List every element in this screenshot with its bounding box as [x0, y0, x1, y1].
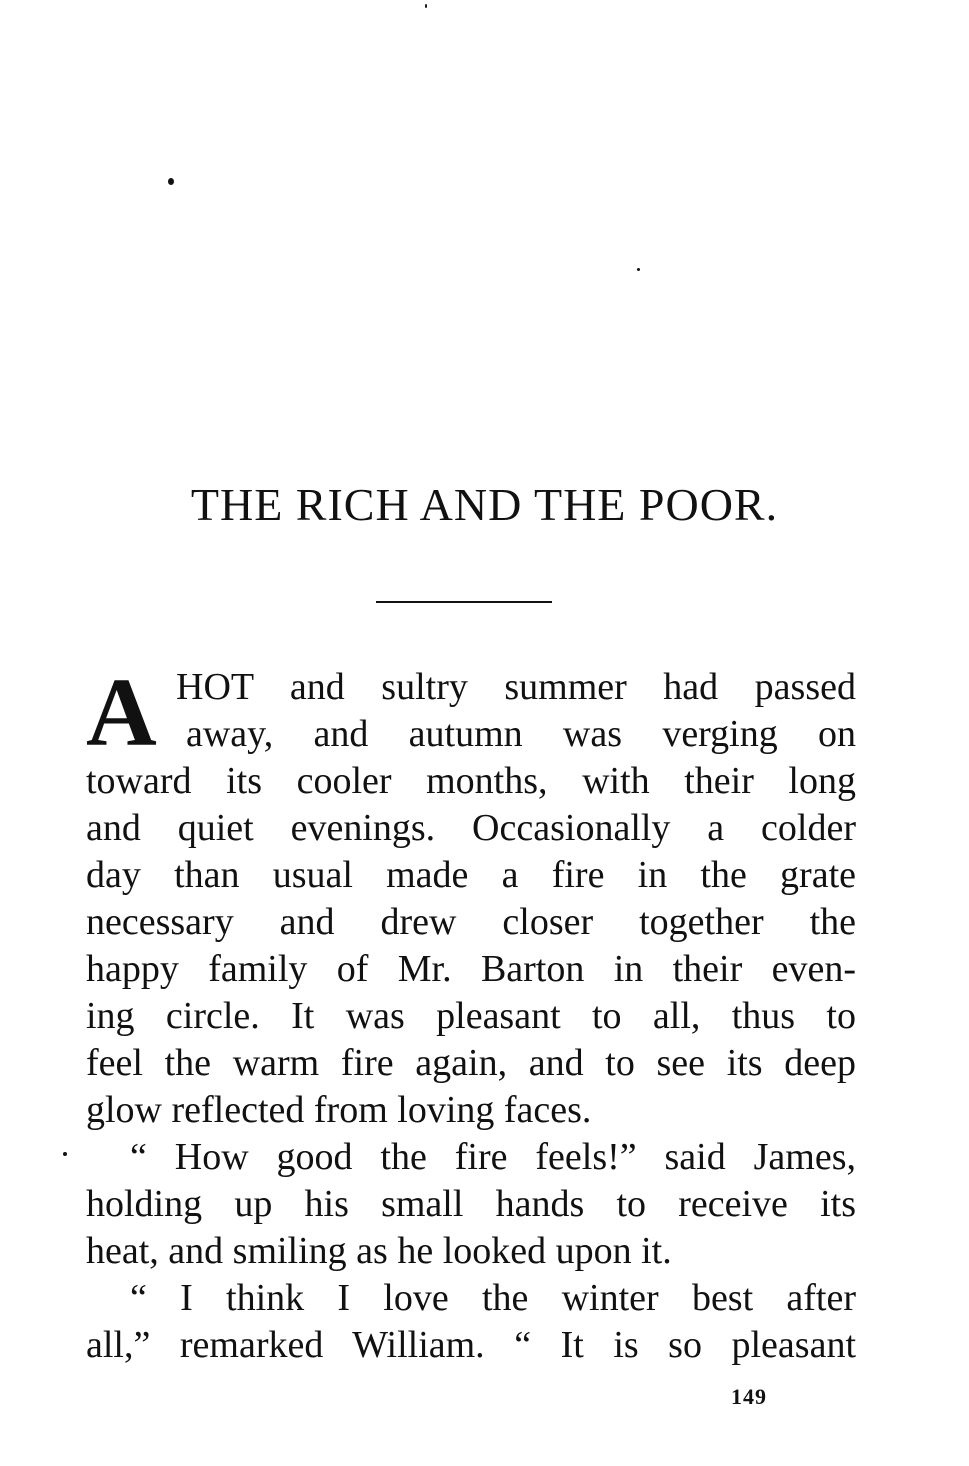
- text-line: necessary and drew closer together the: [86, 901, 856, 943]
- print-speck: [63, 1152, 67, 1156]
- text-line: all,” remarked William. “ It is so pleasant: [86, 1324, 856, 1366]
- text-line: “ I think I love the winter best after: [130, 1277, 856, 1319]
- text-line: “ How good the fire feels!” said James,: [130, 1136, 856, 1178]
- print-speck: [425, 4, 427, 8]
- text-line: away, and autumn was verging on: [186, 713, 856, 755]
- title-divider: [376, 601, 552, 603]
- chapter-body: [86, 659, 856, 1369]
- text-line: happy family of Mr. Barton in their even-: [86, 948, 856, 990]
- text-line: feel the warm fire again, and to see its deep: [86, 1042, 856, 1084]
- text-line: and quiet evenings. Occasionally a colder: [86, 807, 856, 849]
- text-line: day than usual made a fire in the grate: [86, 854, 856, 896]
- text-line: HOT and sultry summer had passed: [176, 666, 856, 708]
- text-line: glow reflected from loving faces.: [86, 1089, 592, 1131]
- text-line: toward its cooler months, with their long: [86, 760, 856, 802]
- text-line: ing circle. It was pleasant to all, thus to: [86, 995, 856, 1037]
- drop-cap: A: [86, 659, 157, 767]
- text-line: holding up his small hands to receive its: [86, 1183, 856, 1225]
- chapter-title: THE RICH AND THE POOR.: [190, 479, 779, 530]
- print-speck: [637, 268, 640, 271]
- print-speck: [168, 178, 174, 185]
- page-number: 149: [731, 1384, 767, 1409]
- text-line: heat, and smiling as he looked upon it.: [86, 1230, 672, 1272]
